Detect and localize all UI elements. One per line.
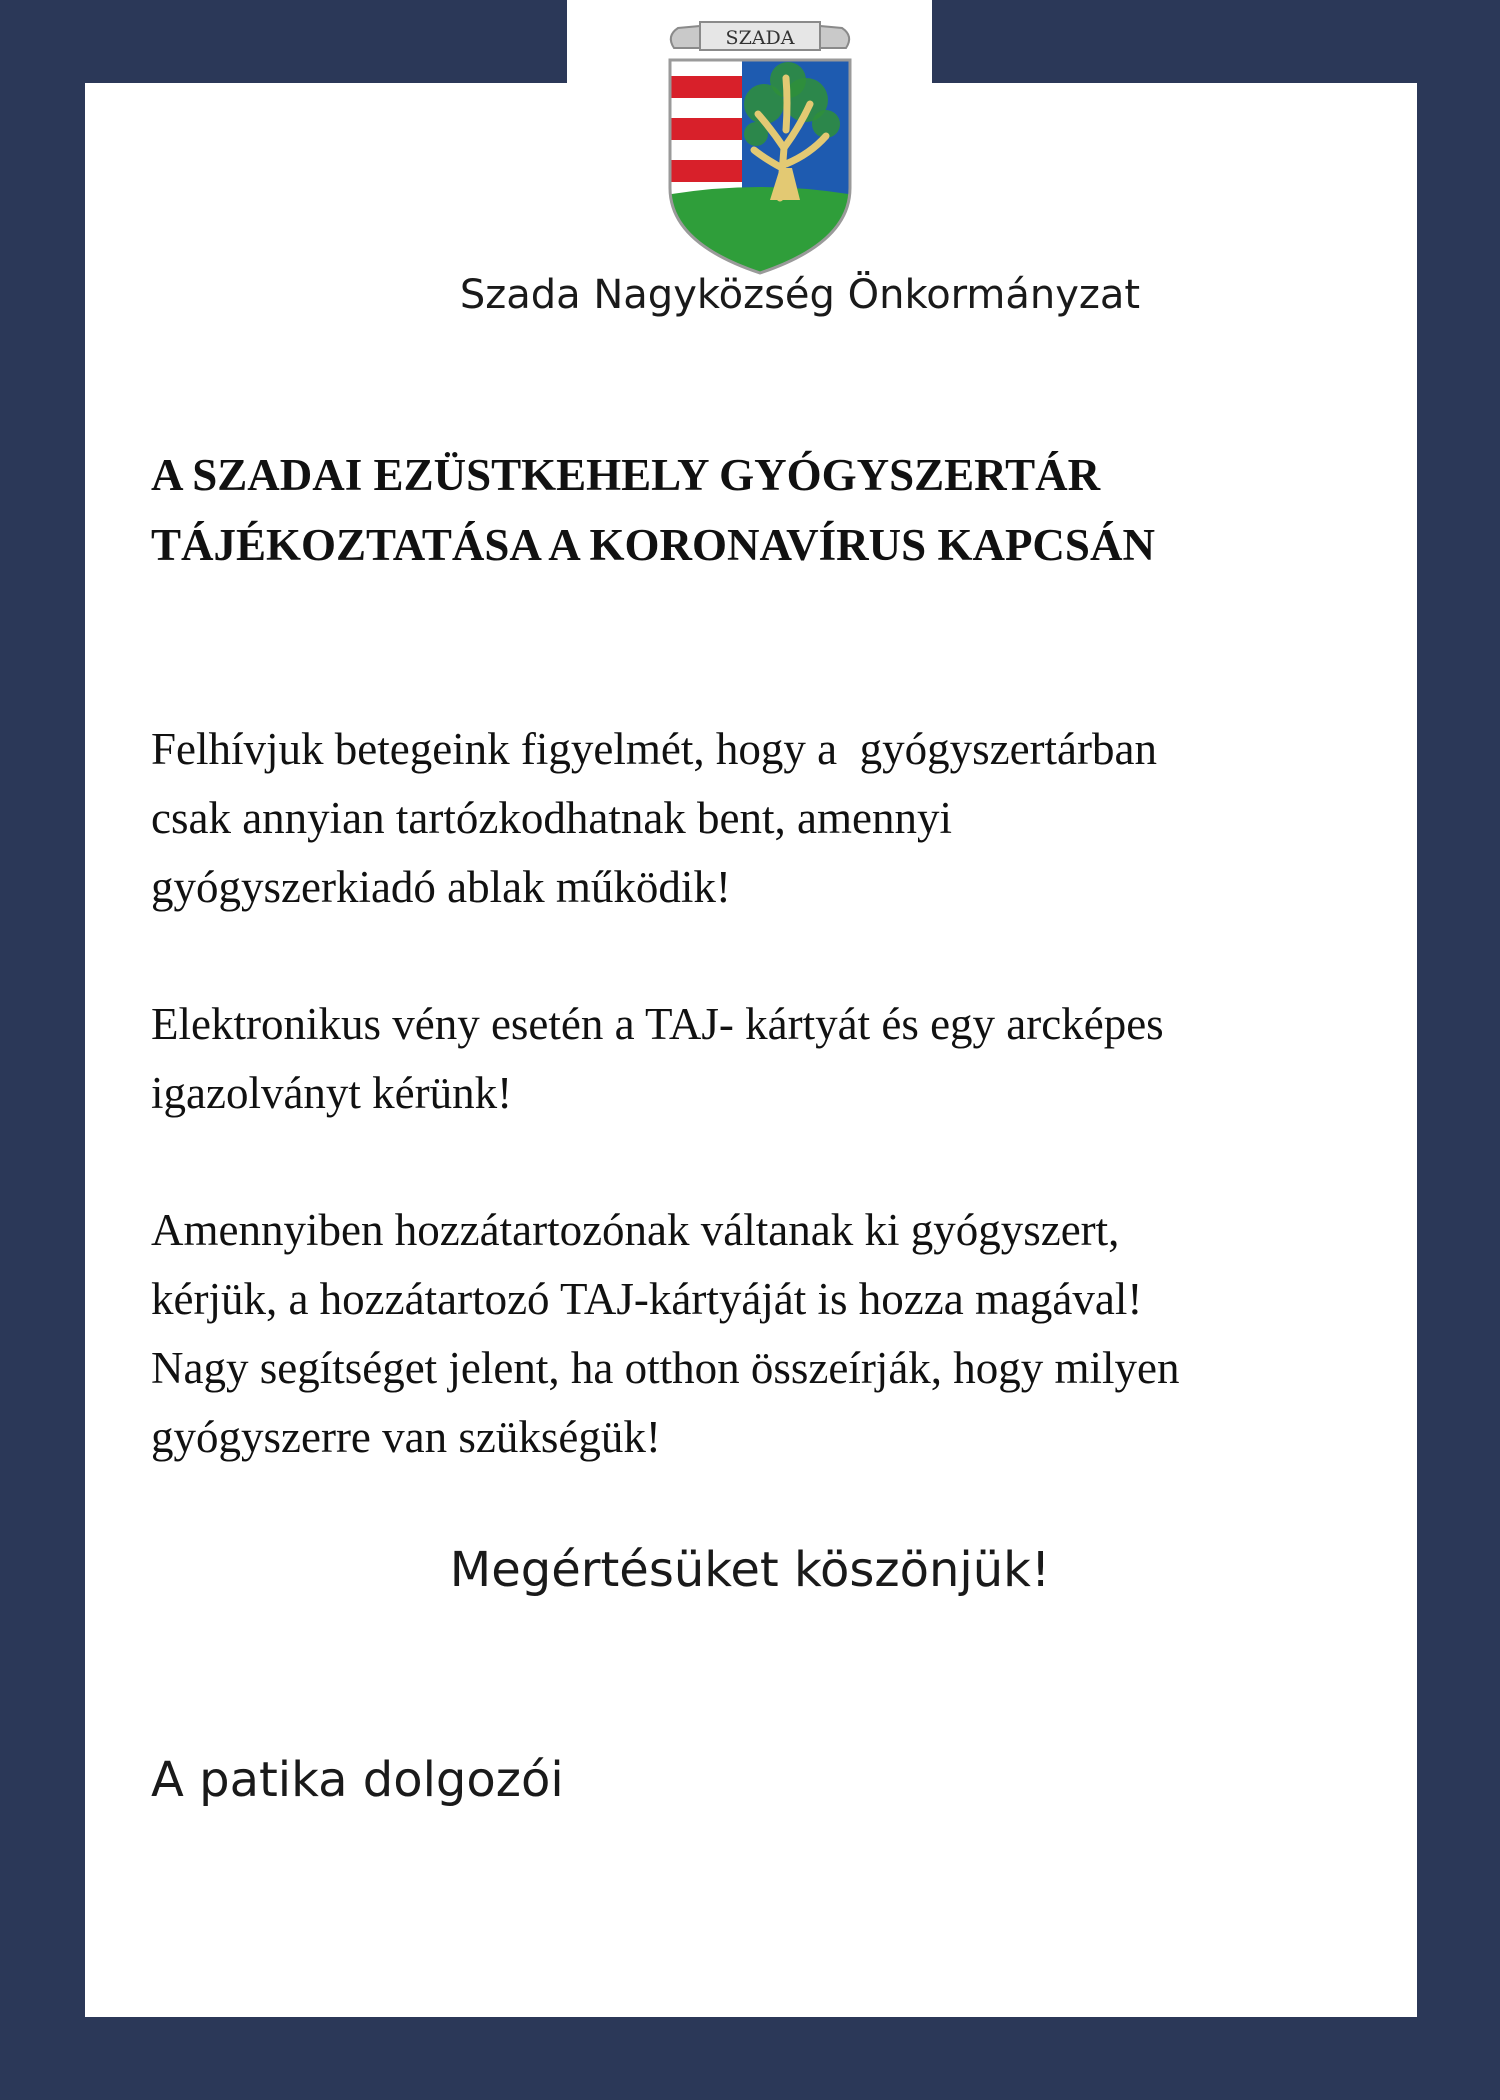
paragraph-line: csak annyian tartózkodhatnak bent, amennyi [151, 793, 952, 843]
paragraph-line: gyógyszerre van szükségük! [151, 1412, 661, 1462]
paragraph-entry-limit [151, 715, 1351, 922]
title-line: TÁJÉKOZTATÁSA A KORONAVÍRUS KAPCSÁN [151, 520, 1155, 570]
paragraph-line: kérjük, a hozzátartozó TAJ-kártyáját is hozza magával! [151, 1274, 1143, 1324]
crest-banner-label: SZADA [725, 27, 795, 49]
notice-title [151, 440, 1351, 580]
paragraph-line: Amennyiben hozzátartozónak váltanak ki gyógyszert, [151, 1205, 1120, 1255]
paragraph-line: igazolványt kérünk! [151, 1068, 513, 1118]
title-line: A SZADAI EZÜSTKEHELY GYÓGYSZERTÁR [151, 450, 1101, 500]
paragraph-line: gyógyszerkiadó ablak működik! [151, 862, 731, 912]
paragraph-line: Nagy segítséget jelent, ha otthon összeírják, hogy milyen [151, 1343, 1180, 1393]
paragraph-line: Elektronikus vény esetén a TAJ- kártyát és egy arcképes [151, 999, 1164, 1049]
signature: A patika dolgozói [151, 1752, 564, 1808]
paragraph-relatives [151, 1196, 1351, 1472]
paragraph-line: Felhívjuk betegeink figyelmét, hogy a gyógyszertárban [151, 724, 1157, 774]
szada-coat-of-arms [660, 18, 860, 278]
thanks-line: Megértésüket köszönjük! [449, 1542, 1051, 1598]
organization-name: Szada Nagyközség Önkormányzat [459, 272, 1141, 318]
paragraph-e-prescription [151, 990, 1351, 1128]
